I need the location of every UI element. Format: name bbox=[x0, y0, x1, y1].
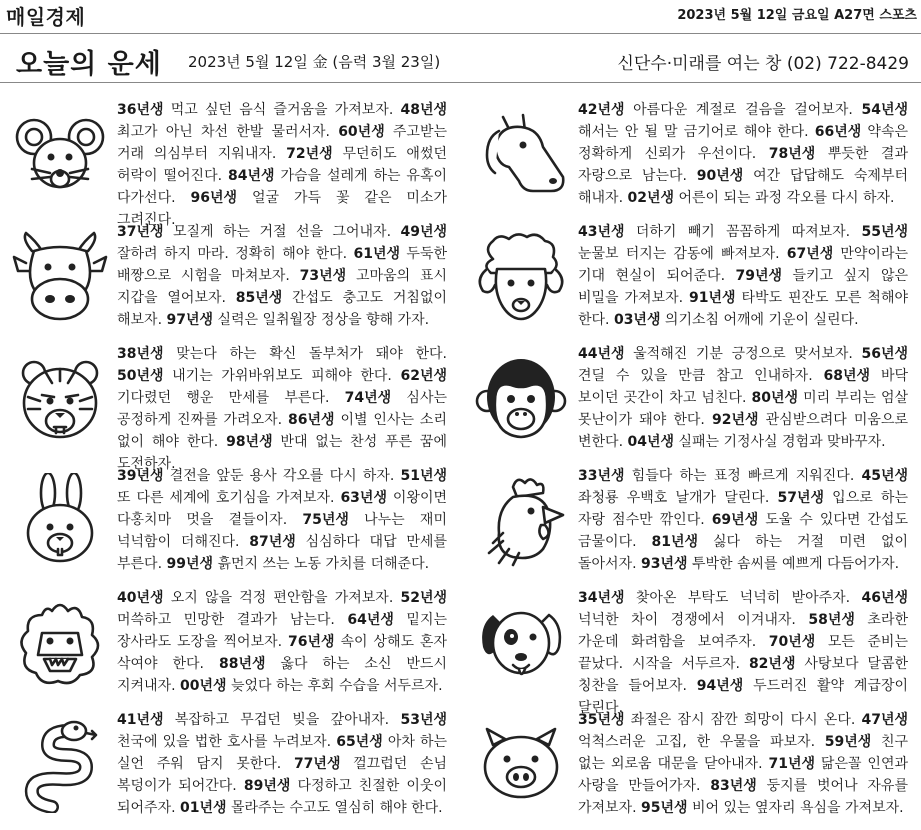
fortune-sentence: 머쓱하고 민망한 결과가 남는다. bbox=[117, 612, 348, 628]
birth-year: 01년생 bbox=[180, 800, 227, 816]
fortune-item bbox=[461, 215, 921, 337]
pig-icon bbox=[473, 717, 569, 813]
birth-year: 68년생 bbox=[823, 368, 871, 384]
tiger-icon bbox=[12, 351, 108, 447]
fortune-sentence: 친구 없는 외로움 대문을 닫아내자. bbox=[578, 734, 908, 772]
ox-icon bbox=[12, 229, 108, 325]
fortune-sentence: 모질게 하는 거절 선을 그어내자. bbox=[163, 224, 401, 240]
fortune-sentence: 흙먼지 쓰는 노동 가치를 더해준다. bbox=[213, 556, 430, 572]
fortune-text bbox=[578, 587, 908, 719]
birth-year: 75년생 bbox=[302, 512, 349, 528]
fortune-sentence: 반대 없는 찬성 푸른 꿈에 도전하자. bbox=[117, 434, 447, 472]
fortune-sentence: 먹고 싶던 음식 즐거움을 가져보자. bbox=[163, 102, 401, 118]
fortune-sentence: 아차 하는 실언 주워 담지 못한다. bbox=[117, 734, 447, 772]
fortune-sentence: 비어 있는 옆자리 욕심을 가져보자. bbox=[687, 800, 904, 816]
fortune-sentence: 투박한 솜씨를 예쁘게 다듬어가자. bbox=[687, 556, 900, 572]
birth-year: 85년생 bbox=[235, 290, 283, 306]
birth-year: 70년생 bbox=[768, 634, 816, 650]
birth-year: 74년생 bbox=[344, 390, 392, 406]
fortune-sentence: 내기는 가위바위보도 피해야 한다. bbox=[163, 368, 401, 384]
provider-credit: 신단수·미래를 여는 창 (02) 722-8429 bbox=[617, 54, 909, 74]
fortune-sentence: 가슴을 설레게 하는 유혹이 다가선다. bbox=[117, 168, 447, 206]
birth-year: 64년생 bbox=[347, 612, 394, 628]
fortune-sentence: 다정하고 친절한 이웃이 되어주자. bbox=[117, 778, 447, 816]
birth-year: 46년생 bbox=[861, 590, 908, 606]
fortune-text bbox=[117, 465, 447, 575]
fortune-sentence: 해서는 안 될 말 금기어로 해야 한다. bbox=[578, 124, 815, 140]
fortune-sentence: 찾아온 부탁도 넉넉히 받아주자. bbox=[624, 590, 862, 606]
fortune-sentence: 옳다 하는 소신 반드시 지켜내자. bbox=[117, 656, 447, 694]
birth-year: 65년생 bbox=[336, 734, 383, 750]
birth-year: 87년생 bbox=[249, 534, 296, 550]
fortune-sentence: 기다렸던 행운 만세를 부른다. bbox=[117, 390, 345, 406]
fortune-text bbox=[578, 99, 908, 209]
birth-year: 84년생 bbox=[227, 168, 275, 184]
fortune-sentence: 천국에 있을 법한 호사를 누려보자. bbox=[117, 734, 337, 750]
birth-year: 98년생 bbox=[226, 434, 273, 450]
birth-year: 79년생 bbox=[735, 268, 783, 284]
fortune-sentence: 복잡하고 무겁던 빚을 갚아내자. bbox=[163, 712, 401, 728]
fortune-text bbox=[578, 465, 908, 575]
fortune-sentence: 입으로 하는 자랑 점수만 깎인다. bbox=[578, 490, 908, 528]
birth-year: 66년생 bbox=[814, 124, 862, 140]
birth-year: 80년생 bbox=[751, 390, 799, 406]
fortune-sentence: 들키고 싶지 않은 비밀을 가져보자. bbox=[578, 268, 908, 306]
fortune-sentence: 뿌듯한 결과 자랑으로 남는다. bbox=[578, 146, 908, 184]
fortune-item bbox=[461, 337, 921, 459]
fortune-sentence: 껄끄럽던 손님 복덩이가 되어간다. bbox=[117, 756, 447, 794]
fortune-sentence: 두드러진 활약 계급장이 달린다. bbox=[578, 678, 908, 716]
birth-year: 94년생 bbox=[696, 678, 744, 694]
fortune-sentence: 도울 수 있다면 간섭도 금물이다. bbox=[578, 512, 908, 550]
birth-year: 52년생 bbox=[400, 590, 447, 606]
newspaper-name: 매일경제 bbox=[6, 5, 86, 29]
fortune-sentence: 더하기 빼기 꼼꼼하게 따져보자. bbox=[624, 224, 862, 240]
fortune-sentence: 심심하다 대답 만세를 부른다. bbox=[117, 534, 447, 572]
fortune-sentence: 여간 답답해도 숙제부터 해내자. bbox=[578, 168, 908, 206]
fortune-sentence: 억척스러운 고집, 한 우물을 파보자. bbox=[578, 734, 825, 750]
rabbit-icon bbox=[12, 473, 108, 569]
birth-year: 04년생 bbox=[627, 434, 675, 450]
fortune-sentence: 잘하려 하지 마라. 정확히 해야 한다. bbox=[117, 246, 354, 262]
fortune-sentence: 실패는 기정사실 경험과 맞바꾸자. bbox=[674, 434, 886, 450]
birth-year: 38년생 bbox=[117, 346, 164, 362]
birth-year: 57년생 bbox=[777, 490, 824, 506]
fortune-sentence: 넉넉한 차이 경쟁에서 이겨내자. bbox=[578, 612, 809, 628]
fortune-sentence: 맞는다 하는 확신 돌부처가 돼야 한다. bbox=[163, 346, 447, 362]
fortune-sentence: 견딜 수 있을 만큼 참고 인내하자. bbox=[578, 368, 824, 384]
date-line: 2023년 5월 12일 金 (음력 3월 23일) bbox=[188, 53, 441, 71]
birth-year: 69년생 bbox=[711, 512, 759, 528]
fortune-sentence: 몰라주는 수고도 열심히 해야 한다. bbox=[226, 800, 443, 816]
fortune-sentence: 오지 않을 걱정 편안함을 가져보자. bbox=[163, 590, 401, 606]
birth-year: 55년생 bbox=[861, 224, 908, 240]
fortune-text bbox=[117, 221, 447, 331]
birth-year: 54년생 bbox=[861, 102, 908, 118]
fortune-text bbox=[578, 221, 908, 331]
birth-year: 61년생 bbox=[353, 246, 401, 262]
fortune-item bbox=[461, 459, 921, 581]
fortune-text bbox=[117, 709, 447, 819]
birth-year: 95년생 bbox=[641, 800, 688, 816]
birth-year: 81년생 bbox=[651, 534, 699, 550]
birth-year: 56년생 bbox=[861, 346, 908, 362]
fortune-text bbox=[117, 343, 447, 475]
fortune-sentence: 최고가 아닌 차선 한발 물러서자. bbox=[117, 124, 339, 140]
fortune-sentence: 사탕보다 달콤한 칭찬을 들어보자. bbox=[578, 656, 908, 694]
fortune-item bbox=[461, 703, 921, 825]
birth-year: 99년생 bbox=[166, 556, 214, 572]
fortune-sentence: 울적해진 기분 긍정으로 맞서보자. bbox=[624, 346, 862, 362]
birth-year: 50년생 bbox=[117, 368, 164, 384]
fortune-sentence: 고마움의 표시 지갑을 열어보자. bbox=[117, 268, 447, 306]
fortune-item bbox=[0, 581, 460, 703]
fortune-sentence: 이별 인사는 소리 없이 해야 한다. bbox=[117, 412, 447, 450]
birth-year: 58년생 bbox=[808, 612, 855, 628]
fortune-sentence: 좌절은 잠시 잠깐 희망이 다시 온다. bbox=[624, 712, 862, 728]
birth-year: 03년생 bbox=[613, 312, 661, 328]
birth-year: 78년생 bbox=[768, 146, 816, 162]
fortune-sentence: 나누는 재미 넉넉함이 더해진다. bbox=[117, 512, 447, 550]
birth-year: 34년생 bbox=[578, 590, 625, 606]
fortune-sentence: 약속은 정확하게 신뢰가 우선이다. bbox=[578, 124, 908, 162]
birth-year: 67년생 bbox=[786, 246, 834, 262]
fortune-sentence: 만약이라는 기대 현실이 되어준다. bbox=[578, 246, 909, 284]
birth-year: 41년생 bbox=[117, 712, 164, 728]
birth-year: 44년생 bbox=[578, 346, 625, 362]
birth-year: 77년생 bbox=[293, 756, 341, 772]
fortune-item bbox=[0, 459, 460, 581]
horse-icon bbox=[473, 107, 569, 203]
birth-year: 82년생 bbox=[748, 656, 796, 672]
fortune-item bbox=[0, 215, 460, 337]
fortune-sentence: 늦었다 하는 후회 수습을 서두르자. bbox=[226, 678, 443, 694]
fortune-sentence: 바닥 보이던 곳간이 차고 넘친다. bbox=[578, 368, 909, 406]
birth-year: 88년생 bbox=[218, 656, 266, 672]
fortune-item bbox=[0, 703, 460, 825]
fortune-sentence: 눈물보 터지는 감동에 빠져보자. bbox=[578, 246, 787, 262]
fortune-item bbox=[0, 93, 460, 228]
birth-year: 92년생 bbox=[712, 412, 759, 428]
birth-year: 91년생 bbox=[688, 290, 736, 306]
fortune-sentence: 어른이 되는 과정 각오를 다시 하자. bbox=[674, 190, 895, 206]
sheep-icon bbox=[473, 229, 569, 325]
fortune-sentence: 이왕이면 다홍치마 멋을 곁들이자. bbox=[117, 490, 447, 528]
fortune-sentence: 간섭도 충고도 거침없이 해보자. bbox=[117, 290, 447, 328]
fortune-sentence: 실력은 일취월장 정상을 향해 가자. bbox=[213, 312, 430, 328]
birth-year: 83년생 bbox=[710, 778, 757, 794]
fortune-sentence: 의기소침 어깨에 기운이 실린다. bbox=[660, 312, 859, 328]
fortune-sentence: 아름다운 계절로 걸음을 걸어보자. bbox=[624, 102, 862, 118]
fortune-sentence: 두둑한 배짱으로 시험을 마쳐보자. bbox=[117, 246, 447, 284]
fortune-sentence: 모든 준비는 끝났다. 시작을 서두르자. bbox=[578, 634, 908, 672]
fortune-sentence: 심사는 공정하게 진짜를 가려오자. bbox=[117, 390, 447, 428]
birth-year: 35년생 bbox=[578, 712, 625, 728]
fortune-sentence: 타박도 핀잔도 모른 척해야 한다. bbox=[578, 290, 908, 328]
fortune-sentence: 얼굴 가득 꽃 같은 미소가 그려진다. bbox=[117, 190, 447, 228]
fortune-sentence: 주고받는 거래 의심부터 지워내자. bbox=[117, 124, 447, 162]
birth-year: 60년생 bbox=[338, 124, 385, 140]
birth-year: 59년생 bbox=[824, 734, 872, 750]
birth-year: 89년생 bbox=[243, 778, 291, 794]
birth-year: 00년생 bbox=[180, 678, 227, 694]
birth-year: 40년생 bbox=[117, 590, 164, 606]
birth-year: 47년생 bbox=[861, 712, 908, 728]
fortune-sentence: 속이 상해도 혼자 삭여야 한다. bbox=[117, 634, 447, 672]
fortune-sentence: 미리 부리는 엄살 못난이가 돼야 한다. bbox=[578, 390, 908, 428]
fortune-text bbox=[117, 587, 447, 697]
dog-icon bbox=[473, 595, 569, 691]
birth-year: 53년생 bbox=[400, 712, 447, 728]
fortune-sentence: 힘들다 하는 표정 빠르게 지워진다. bbox=[624, 468, 862, 484]
fortune-sentence: 좌청룡 우백호 날개가 달린다. bbox=[578, 490, 778, 506]
birth-year: 73년생 bbox=[299, 268, 347, 284]
fortune-sentence: 밑지는 장사라도 도장을 찍어보자. bbox=[117, 612, 448, 650]
masthead bbox=[0, 0, 921, 28]
fortune-item bbox=[461, 93, 921, 215]
birth-year: 90년생 bbox=[696, 168, 744, 184]
birth-year: 72년생 bbox=[286, 146, 333, 162]
birth-year: 71년생 bbox=[768, 756, 815, 772]
fortune-sentence: 결전을 앞둔 용사 각오를 다시 하자. bbox=[163, 468, 401, 484]
birth-year: 02년생 bbox=[627, 190, 675, 206]
fortune-sentence: 관심받으려다 미움으로 변한다. bbox=[578, 412, 909, 450]
birth-year: 36년생 bbox=[117, 102, 164, 118]
birth-year: 76년생 bbox=[288, 634, 335, 650]
rat-icon bbox=[12, 107, 108, 203]
birth-year: 39년생 bbox=[117, 468, 164, 484]
birth-year: 97년생 bbox=[166, 312, 214, 328]
birth-year: 42년생 bbox=[578, 102, 625, 118]
birth-year: 62년생 bbox=[400, 368, 447, 384]
birth-year: 37년생 bbox=[117, 224, 164, 240]
birth-year: 51년생 bbox=[400, 468, 447, 484]
fortune-sentence: 닮은꼴 인연과 사랑을 만들어가자. bbox=[578, 756, 909, 794]
birth-year: 43년생 bbox=[578, 224, 625, 240]
birth-year: 63년생 bbox=[340, 490, 387, 506]
fortune-sentence: 둥지를 벗어나 자유를 가져보자. bbox=[578, 778, 908, 816]
fortune-text bbox=[578, 709, 908, 819]
fortune-sentence: 또 다른 세계에 호기심을 가져보자. bbox=[117, 490, 341, 506]
monkey-icon bbox=[473, 351, 569, 447]
fortune-text bbox=[117, 99, 447, 231]
birth-year: 48년생 bbox=[400, 102, 447, 118]
page-info: 2023년 5월 12일 금요일 A27면 스포츠 bbox=[677, 8, 917, 23]
birth-year: 86년생 bbox=[288, 412, 335, 428]
fortune-sentence: 무던히도 애썼던 허락이 떨어진다. bbox=[117, 146, 447, 184]
snake-icon bbox=[12, 717, 108, 813]
dragon-icon bbox=[12, 595, 108, 691]
fortune-item bbox=[461, 581, 921, 716]
birth-year: 33년생 bbox=[578, 468, 625, 484]
fortune-item bbox=[0, 337, 460, 472]
fortune-text bbox=[578, 343, 908, 453]
fortune-sentence: 초라한 가운데 화려함을 보여주자. bbox=[578, 612, 909, 650]
section-header bbox=[0, 33, 921, 83]
birth-year: 49년생 bbox=[400, 224, 447, 240]
birth-year: 93년생 bbox=[641, 556, 688, 572]
fortune-sentence: 싫다 하는 거절 미련 없이 돌아서자. bbox=[578, 534, 908, 572]
section-title: 오늘의 운세 bbox=[16, 49, 162, 80]
rooster-icon bbox=[473, 473, 569, 569]
birth-year: 45년생 bbox=[861, 468, 908, 484]
birth-year: 96년생 bbox=[190, 190, 238, 206]
